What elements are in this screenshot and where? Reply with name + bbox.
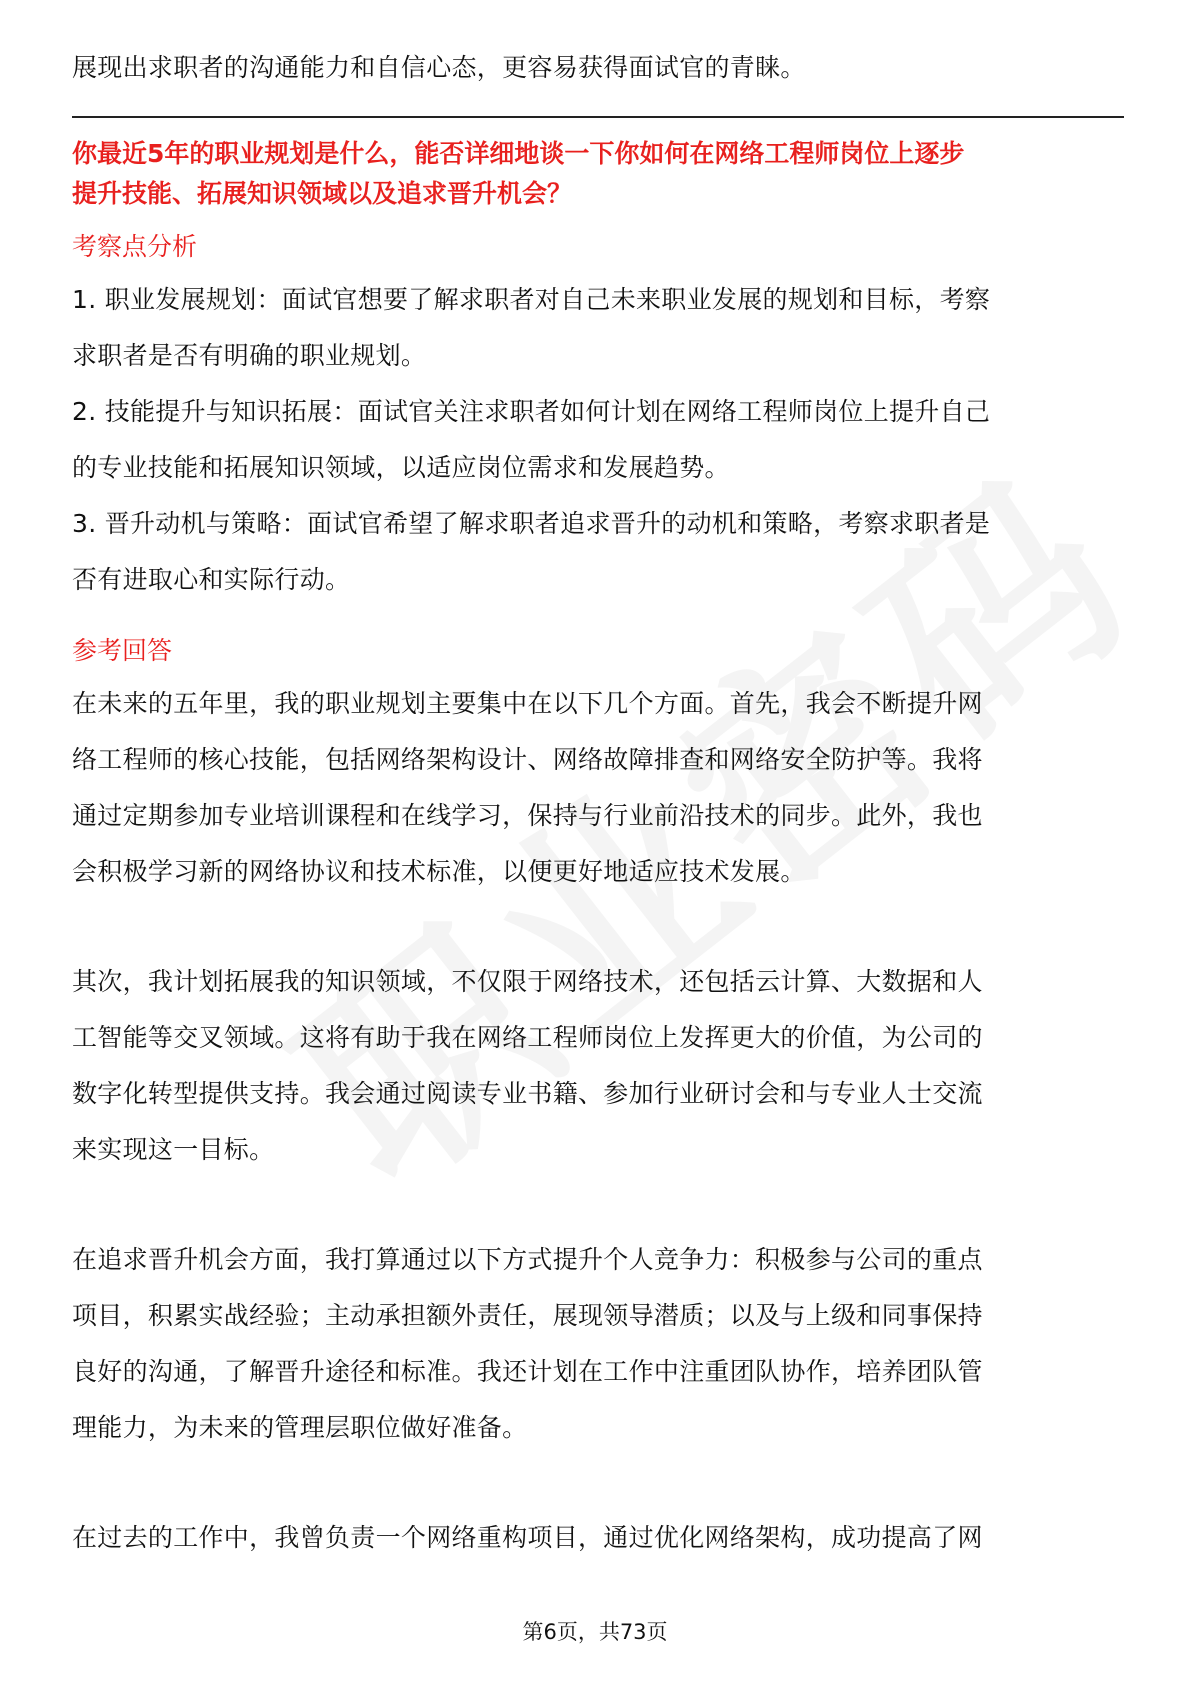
answer-line: 在过去的工作中，我曾负责一个网络重构项目，通过优化网络架构，成功提高了网 <box>72 1523 983 1552</box>
analysis-line: 1. 职业发展规划：面试官想要了解求职者对自己未来职业发展的规划和目标，考察 <box>72 285 991 314</box>
answer-line: 其次，我计划拓展我的知识领域，不仅限于网络技术，还包括云计算、大数据和人 <box>72 967 983 996</box>
answer-line: 在追求晋升机会方面，我打算通过以下方式提升个人竞争力：积极参与公司的重点 <box>72 1245 983 1274</box>
answer-line: 工智能等交叉领域。这将有助于我在网络工程师岗位上发挥更大的价值，为公司的 <box>72 1023 983 1052</box>
paragraph-gap <box>72 1456 1124 1510</box>
intro-line: 展现出求职者的沟通能力和自信心态，更容易获得面试官的青睐。 <box>72 53 806 82</box>
page-number: 第6页，共73页 <box>522 1620 668 1644</box>
analysis-heading: 考察点分析 <box>72 232 198 261</box>
answer-line: 理能力，为未来的管理层职位做好准备。 <box>72 1413 528 1442</box>
answer-line: 会积极学习新的网络协议和技术标准，以便更好地适应技术发展。 <box>72 857 806 886</box>
answer-line: 项目，积累实战经验；主动承担额外责任，展现领导潜质；以及与上级和同事保持 <box>72 1301 983 1330</box>
answer-line: 通过定期参加专业培训课程和在线学习，保持与行业前沿技术的同步。此外，我也 <box>72 801 983 830</box>
answer-line: 数字化转型提供支持。我会通过阅读专业书籍、参加行业研讨会和与专业人士交流 <box>72 1079 983 1108</box>
answer-line: 络工程师的核心技能，包括网络架构设计、网络故障排查和网络安全防护等。我将 <box>72 745 983 774</box>
answer-heading: 参考回答 <box>72 636 173 665</box>
answer-line: 来实现这一目标。 <box>72 1135 275 1164</box>
analysis-line: 3. 晋升动机与策略：面试官希望了解求职者追求晋升的动机和策略，考察求职者是 <box>72 509 991 538</box>
section-divider <box>72 116 1124 118</box>
analysis-line: 的专业技能和拓展知识领域，以适应岗位需求和发展趋势。 <box>72 453 730 482</box>
analysis-line: 2. 技能提升与知识拓展：面试官关注求职者如何计划在网络工程师岗位上提升自己 <box>72 397 991 426</box>
question-line-2: 提升技能、拓展知识领域以及追求晋升机会？ <box>72 179 573 208</box>
page-content <box>72 40 1124 1566</box>
answer-line: 良好的沟通，了解晋升途径和标准。我还计划在工作中注重团队协作，培养团队管 <box>72 1357 983 1386</box>
paragraph-gap <box>72 900 1124 954</box>
analysis-line: 否有进取心和实际行动。 <box>72 565 351 594</box>
answer-line: 在未来的五年里，我的职业规划主要集中在以下几个方面。首先，我会不断提升网 <box>72 689 983 718</box>
paragraph-gap <box>72 1178 1124 1232</box>
analysis-line: 求职者是否有明确的职业规划。 <box>72 341 427 370</box>
question-line-1: 你最近5年的职业规划是什么，能否详细地谈一下你如何在网络工程师岗位上逐步 <box>72 139 965 168</box>
